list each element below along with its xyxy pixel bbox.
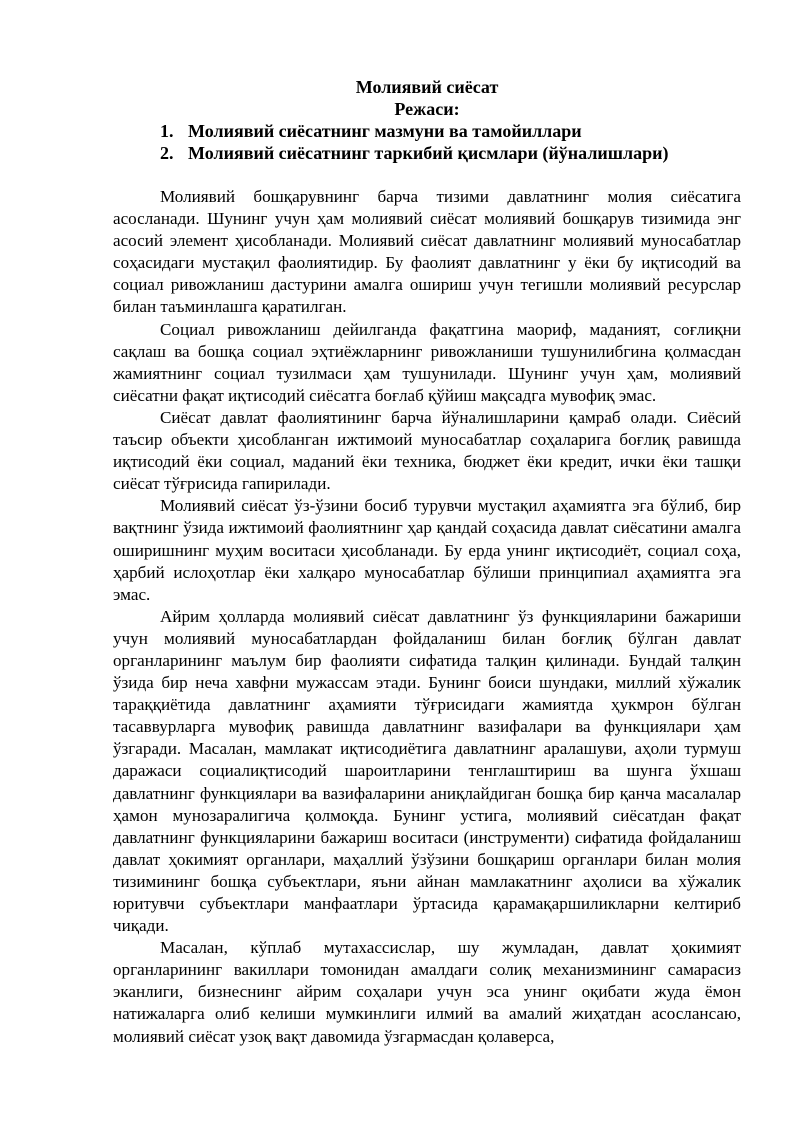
paragraph: Масалан, кўплаб мутахассислар, шу жумладан, давлат ҳокимият органларининг вакиллари томонидан амалдаги солиқ механизмининг самарасиз эканлиги, бизнеснинг айрим соҳалари учун эса унинг оқибати жуда ёмон натижаларга олиб келиши мумкинлиги илмий ва амалий жиҳатдан асослансаю, молиявий сиёсат узоқ вақт давомида ўзгармасдан қолаверса, (113, 938, 741, 1046)
plan-heading: Режаси: (394, 99, 460, 119)
plan-list (113, 120, 741, 164)
plan-item (160, 142, 741, 164)
paragraph: Социал ривожланиш дейилганда фақатгина маориф, маданият, соғлиқни сақлаш ва бошқа социал эҳтиёжларнинг ривожланиши тушунилибгина қолмасдан жамиятнинг социал тузилмаси ҳам тушунилади. Шунинг учун ҳам, молиявий сиёсатни фақат иқтисодий сиёсатга боғлаб қўйиш мақсадга мувофиқ эмас. (113, 319, 741, 405)
plan-item-text: Молиявий сиёсатнинг мазмуни ва тамойиллари (188, 121, 582, 141)
plan-item-number: 2. (160, 143, 174, 163)
paragraph: Молиявий бошқарувнинг барча тизими давлатнинг молия сиёсатига асосланади. Шунинг учун ҳам молиявий сиёсат молиявий бошқарув тизимида энг асосий элемент ҳисобланади. Молиявий сиёсат давлатнинг молиявий муносабатлар соҳасидаги мустақил фаолиятидир. Бу фаолият давлатнинг у ёки бу иқтисодий ва социал ривожланиш дастурини амалга ошириш учун тегишли молиявий ресурслар билан таъминлашга қаратилган. (113, 187, 741, 317)
paragraph: Сиёсат давлат фаолиятининг барча йўналишларини қамраб олади. Сиёсий таъсир объекти ҳисобланган ижтимоий муносабатлар соҳаларига боғлиқ равишда иқтисодий ёки социал, маданий ёки техника, бюджет ёки кредит, ички ёки ташқи сиёсат тўғрисида гапирилади. (113, 407, 741, 494)
paragraph: Молиявий сиёсат ўз-ўзини босиб турувчи мустақил аҳамиятга эга бўлиб, бир вақтнинг ўзида ижтимоий фаолиятнинг ҳар қандай соҳасида давлат сиёсатини амалга оширишнинг муҳим воситаси ҳисобланади. Бу ерда унинг иқтисодиёт, социал соҳа, ҳарбий ислоҳотлар ёки халқаро муносабатлар бўлиши принципиал аҳамиятга эга эмас. (113, 496, 741, 604)
plan-item (160, 120, 741, 142)
document-title: Молиявий сиёсат (355, 77, 499, 97)
document-body (113, 186, 741, 1048)
paragraph: Айрим ҳолларда молиявий сиёсат давлатнинг ўз функцияларини бажариши учун молиявий муносабатлардан фойдаланиш билан боғлиқ бўлган давлат органларининг маълум бир фаолияти сифатида талқин қилинади. Бундай талқин ўзида бир неча хавфни мужассам этади. Бунинг боиси шундаки, миллий хўжалик тараққиётида давлатнинг аҳамияти тўғрисидаги жамиятда ҳукмрон бўлган тасаввурларга мувофиқ равишда давлатнинг вазифалари ва функциялари ҳам ўзгаради. Масалан, мамлакат иқтисодиётига давлатнинг аралашуви, аҳоли турмуш даражаси социалиқтисодий шароитларини тенглаштириш ва шунга ўхшаш давлатнинг функциялари ва вазифаларини аниқлайдиган бошқа бир қанча масалалар ҳамон мунозаралигича қолмоқда. Бунинг устига, молиявий сиёсатдан фақат давлатнинг функцияларини бажариш воситаси (инструменти) сифатида фойдаланиш давлат ҳокимият органлари, маҳаллий ўзўзини бошқариш органлари билан молия тизимининг бошқа субъектлари, яъни айнан мамлакатнинг аҳолиси ва хўжалик юритувчи субъектлари манфаатлари ўртасида қарамақаршиликларни келтириб чиқади. (113, 606, 741, 936)
plan-item-text: Молиявий сиёсатнинг таркибий қисмлари (йўналишлари) (188, 143, 669, 163)
plan-item-number: 1. (160, 121, 174, 141)
document-page (113, 76, 741, 1048)
